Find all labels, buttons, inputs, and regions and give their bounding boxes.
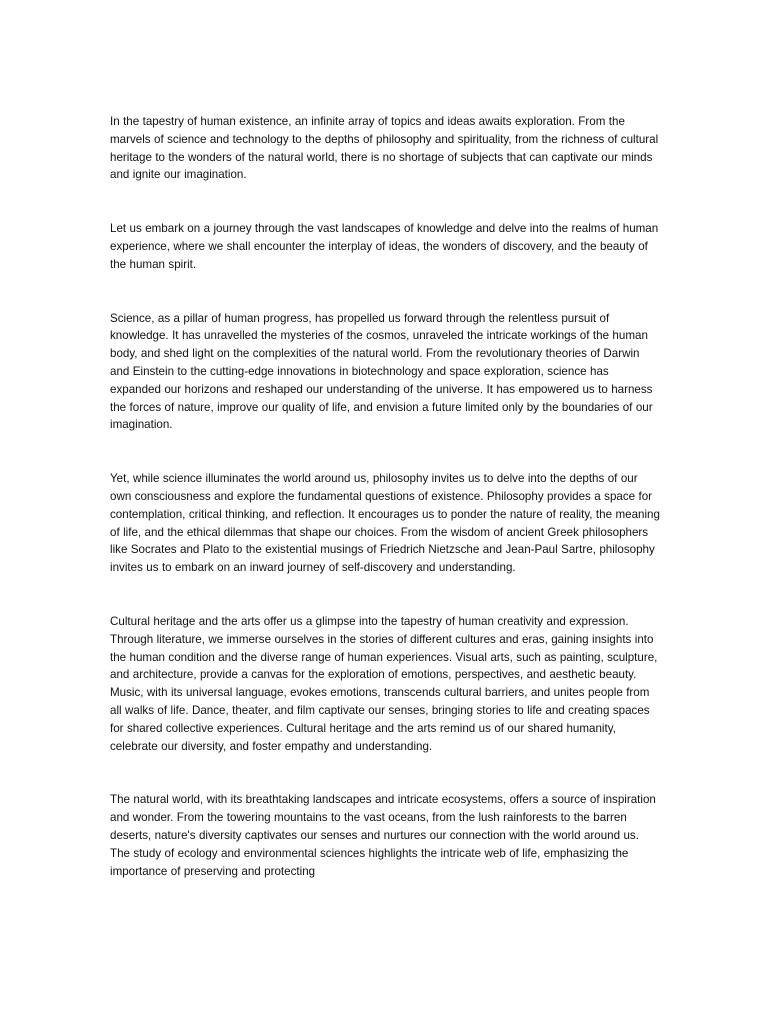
paragraph-6: The natural world, with its breathtaking landscapes and intricate ecosystems, offers a source of inspiration and wonder. From the towering mountains to the vast oceans, from the lush rainforests to the barren deserts, nature's diversity captivates our senses and nurtures our connection with the world around us. The study of ecology and environmental sciences highlights the intricate web of life, emphasizing the importance of preserving and protecting: [110, 793, 656, 878]
paragraph-1: In the tapestry of human existence, an infinite array of topics and ideas awaits exploration. From the marvels of science and technology to the depths of philosophy and spirituality, from the richness of cultural heritage to the wonders of the natural world, there is no shortage of subjects that can captivate our minds and ignite our imagination.: [110, 115, 659, 182]
paragraph-2: Let us embark on a journey through the vast landscapes of knowledge and delve into the realms of human experience, where we shall encounter the interplay of ideas, the wonders of discovery, and the beauty of the human spirit.: [110, 222, 659, 271]
paragraph-5: Cultural heritage and the arts offer us a glimpse into the tapestry of human creativity and expression. Through literature, we immerse ourselves in the stories of different cultures and eras, gaining insights into the human condition and the diverse range of human experiences. Visual arts, such as painting, sculpture, and architecture, provide a canvas for the exploration of emotions, perspectives, and aesthetic beauty. Music, with its universal language, evokes emotions, transcends cultural barriers, and unites people from all walks of life. Dance, theater, and film captivate our senses, bringing stories to life and creating spaces for shared collective experiences. Cultural heritage and the arts remind us of our shared humanity, celebrate our diversity, and foster empathy and understanding.: [110, 614, 658, 753]
paragraph-3: Science, as a pillar of human progress, has propelled us forward through the relentless pursuit of knowledge. It has unravelled the mysteries of the cosmos, unraveled the intricate workings of the human body, and shed light on the complexities of the natural world. From the revolutionary theories of Darwin and Einstein to the cutting-edge innovations in biotechnology and space exploration, science has expanded our horizons and reshaped our understanding of the universe. It has empowered us to harness the forces of nature, improve our quality of life, and envision a future limited only by the boundaries of our imagination.: [110, 311, 653, 432]
document-body: [110, 113, 662, 880]
paragraph-4: Yet, while science illuminates the world around us, philosophy invites us to delve into the depths of our own consciousness and explore the fundamental questions of existence. Philosophy provides a space for contemplation, critical thinking, and reflection. It encourages us to ponder the nature of reality, the meaning of life, and the ethical dilemmas that shape our choices. From the wisdom of ancient Greek philosophers like Socrates and Plato to the existential musings of Friedrich Nietzsche and Jean-Paul Sartre, philosophy invites us to embark on an inward journey of self-discovery and understanding.: [110, 472, 660, 575]
